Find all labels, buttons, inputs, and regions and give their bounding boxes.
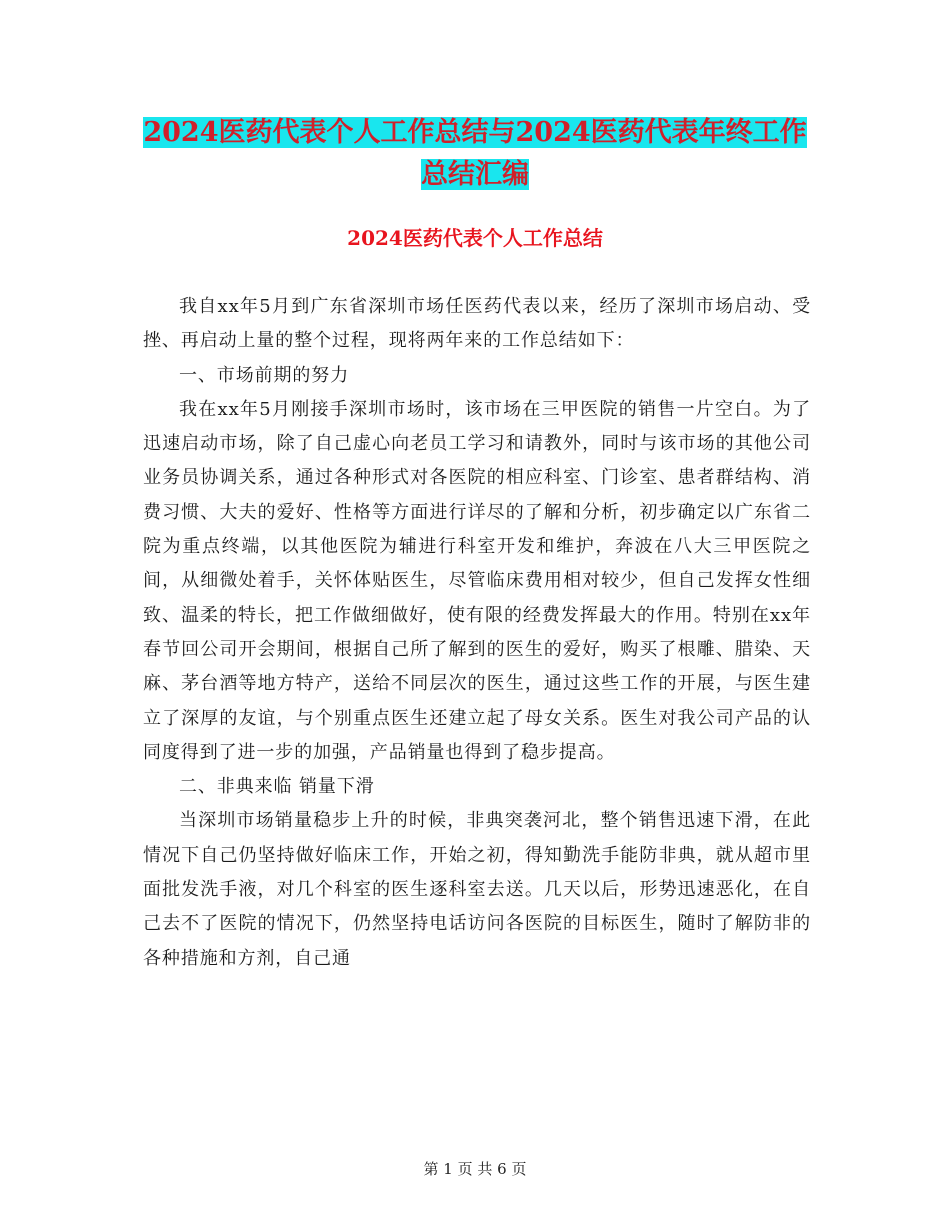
document-title: [0, 112, 950, 196]
paragraph-intro: 我自xx年5月到广东省深圳市场任医药代表以来，经历了深圳市场启动、受挫、再启动上量的整个过程，现将两年来的工作总结如下：: [143, 296, 811, 352]
heading-section-1: 一、市场前期的努力: [179, 364, 350, 386]
document-title-line1: 2024医药代表个人工作总结与2024医药代表年终工作: [143, 117, 807, 148]
page-footer: 第 1 页 共 6 页: [423, 1160, 527, 1178]
paragraph-sars-decline: 当深圳市场销量稳步上升的时候，非典突袭河北，整个销售迅速下滑，在此情况下自己仍坚持做好临床工作，开始之初，得知勤洗手能防非典，就从超市里面批发洗手液，对几个科室的医生逐科室去送。几天以后，形势迅速恶化，在自己去不了医院的情况下，仍然坚持电话访问各医院的目标医生，随时了解防非的各种措施和方剂，自己通: [143, 810, 811, 969]
document-title-line2: 总结汇编: [421, 159, 529, 190]
heading-section-2: 二、非典来临 销量下滑: [179, 776, 375, 798]
document-body: [143, 290, 811, 976]
paragraph-market-early: 我在xx年5月刚接手深圳市场时，该市场在三甲医院的销售一片空白。为了迅速启动市场，除了自己虚心向老员工学习和请教外，同时与该市场的其他公司业务员协调关系，通过各种形式对各医院的相应科室、门诊室、患者群结构、消费习惯、大夫的爱好、性格等方面进行详尽的了解和分析，初步确定以广东省二院为重点终端，以其他医院为辅进行科室开发和维护，奔波在八大三甲医院之间，从细微处着手，关怀体贴医生，尽管临床费用相对较少，但自己发挥女性细致、温柔的特长，把工作做细做好，使有限的经费发挥最大的作用。特别在xx年春节回公司开会期间，根据自己所了解到的医生的爱好，购买了根雕、腊染、天麻、茅台酒等地方特产，送给不同层次的医生，通过这些工作的开展，与医生建立了深厚的友谊，与个别重点医生还建立起了母女关系。医生对我公司产品的认同度得到了进一步的加强，产品销量也得到了稳步提高。: [143, 398, 811, 763]
section-title: 2024医药代表个人工作总结: [347, 226, 603, 250]
